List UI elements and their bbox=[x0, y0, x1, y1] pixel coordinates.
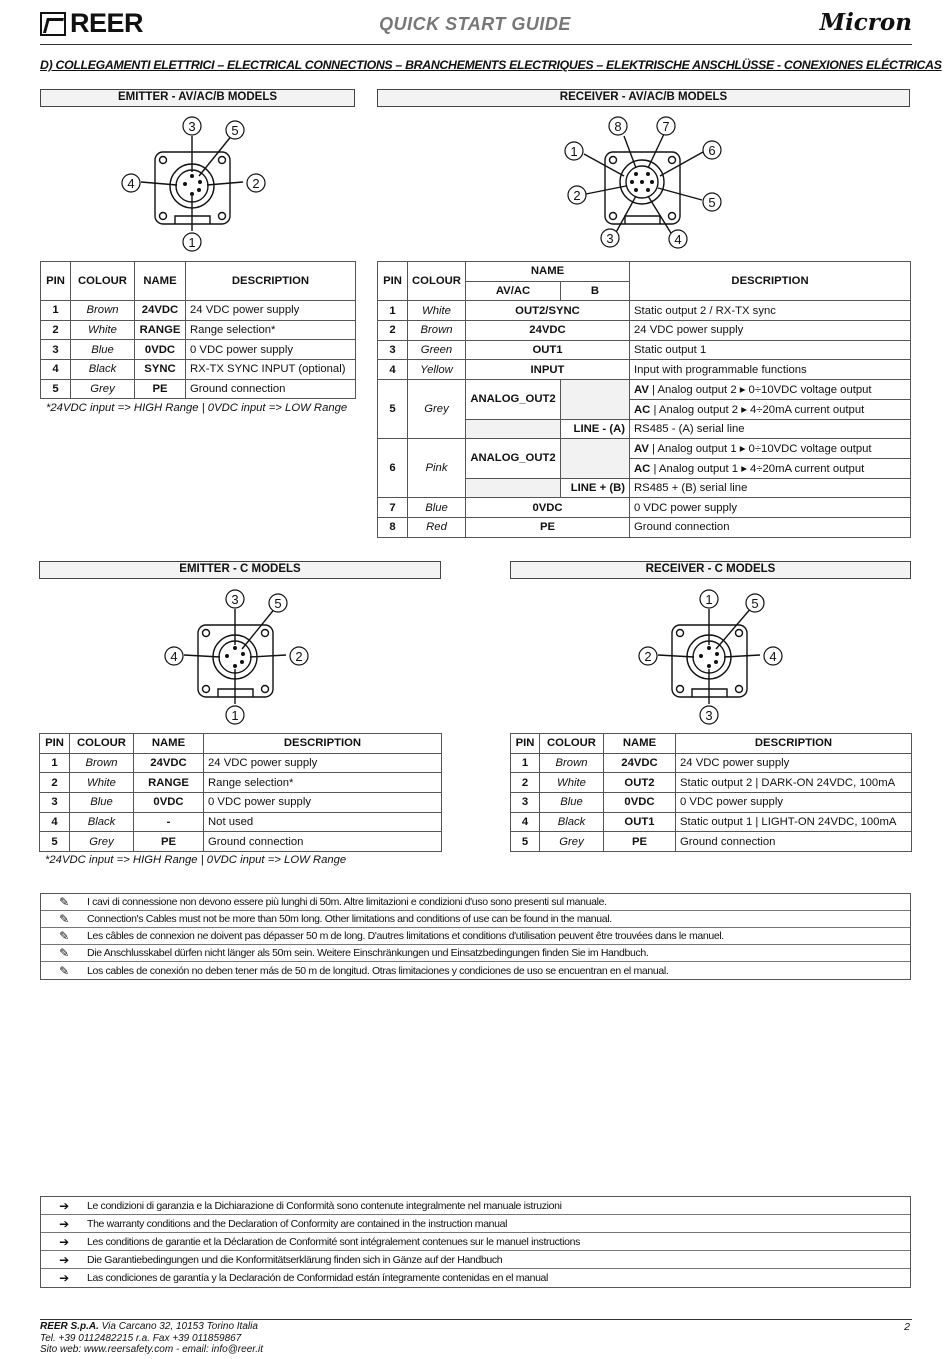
cell-desc: Ground connection bbox=[204, 832, 442, 852]
cell-pin: 2 bbox=[41, 320, 71, 340]
pin-label: 7 bbox=[662, 119, 670, 134]
col-colour: COLOUR bbox=[70, 734, 134, 754]
table-row bbox=[40, 773, 442, 793]
tag-ac: AC bbox=[634, 403, 651, 416]
table-row bbox=[378, 301, 911, 321]
pin-label: 1 bbox=[570, 144, 578, 159]
cell-desc: RX-TX SYNC INPUT (optional) bbox=[186, 360, 356, 380]
cell-pin: 6 bbox=[378, 439, 408, 498]
cell-desc: Static output 1 bbox=[630, 340, 911, 360]
pin-label: 1 bbox=[705, 592, 713, 607]
cell-desc: Ground connection bbox=[676, 832, 912, 852]
table-row bbox=[511, 812, 912, 832]
tag-av: AV bbox=[634, 383, 649, 396]
col-colour: COLOUR bbox=[71, 262, 135, 301]
col-name: NAME bbox=[604, 734, 676, 754]
cell-pin: 3 bbox=[40, 793, 70, 813]
cell-desc: Input with programmable functions bbox=[630, 360, 911, 380]
receiver-avacb-pin-table bbox=[377, 261, 911, 538]
pin-label: 2 bbox=[573, 188, 581, 203]
list-item bbox=[41, 911, 910, 928]
section-title: D) COLLEGAMENTI ELETTRICI – ELECTRICAL CONNECTIONS – BRANCHEMENTS ELECTRIQUES – ELEKTRISCHE ANSCHLÜSSE - CONEXIONES ELÉCTRICAS bbox=[40, 58, 942, 72]
list-item bbox=[41, 1269, 910, 1287]
cell-pin: 3 bbox=[41, 340, 71, 360]
pin-label: 5 bbox=[274, 596, 282, 611]
cell-colour: White bbox=[540, 773, 604, 793]
cell-name: 0VDC bbox=[135, 340, 186, 360]
tag-ac: AC bbox=[634, 462, 651, 475]
notepad-icon: ✎ bbox=[59, 929, 69, 943]
cell-desc: 0 VDC power supply bbox=[676, 793, 912, 813]
note-text: Die Anschlusskabel dürfen nicht länger als 50m sein. Weitere Einschränkungen und Einsatzbedingungen finden Sie im Handbuch. bbox=[87, 947, 649, 959]
cell-pin: 5 bbox=[378, 380, 408, 439]
note-text: Los cables de conexión no deben tener más de 50 m de longitud. Otras limitaciones y condiciones de uso se encuentran en el manual. bbox=[87, 964, 669, 977]
micron-brand: Micron bbox=[819, 9, 912, 36]
note-text: Die Garantiebedingungen und die Konformitätserklärung finden sich in Gänze auf der Handbuch bbox=[87, 1253, 503, 1266]
cell-pin: 3 bbox=[511, 793, 540, 813]
receiver-avacb-heading: RECEIVER - AV/AC/B MODELS bbox=[377, 89, 910, 107]
cell-name: 24VDC bbox=[604, 753, 676, 773]
col-description: DESCRIPTION bbox=[204, 734, 442, 754]
table-row bbox=[378, 439, 911, 459]
pin-label: 1 bbox=[231, 708, 239, 723]
table-row bbox=[41, 340, 356, 360]
document-title: QUICK START GUIDE bbox=[379, 14, 571, 34]
cell-desc: 24 VDC power supply bbox=[204, 753, 442, 773]
pin-label: 6 bbox=[708, 143, 716, 158]
pin-label: 4 bbox=[170, 649, 178, 664]
company-name: REER S.p.A. bbox=[40, 1321, 99, 1332]
cell-name: OUT2 bbox=[604, 773, 676, 793]
table-row bbox=[511, 832, 912, 852]
cell-desc: 0 VDC power supply bbox=[204, 793, 442, 813]
receiver-c-heading: RECEIVER - C MODELS bbox=[510, 561, 911, 579]
cell-empty bbox=[561, 439, 630, 478]
pin-label: 4 bbox=[674, 232, 682, 247]
cell-desc: Not used bbox=[204, 812, 442, 832]
range-note: *24VDC input => HIGH Range | 0VDC input => LOW Range bbox=[45, 854, 347, 866]
note-text: I cavi di connessione non devono essere più lunghi di 50m. Altre limitazioni e condizioni d'uso sono presenti sul manuale. bbox=[87, 896, 607, 908]
arrow-right-icon: ➔ bbox=[59, 1271, 69, 1285]
col-avac: AV/AC bbox=[466, 281, 561, 301]
receiver-avacb-connector-diagram bbox=[560, 112, 730, 257]
cell-empty bbox=[466, 478, 561, 498]
cell-name: PE bbox=[466, 517, 630, 537]
cell-pin: 1 bbox=[378, 301, 408, 321]
cell-pin: 4 bbox=[511, 812, 540, 832]
cell-empty bbox=[561, 380, 630, 419]
notepad-icon: ✎ bbox=[59, 895, 69, 909]
cell-name: RANGE bbox=[134, 773, 204, 793]
cell-desc: RS485 - (A) serial line bbox=[630, 419, 911, 439]
warranty-notes-box bbox=[40, 1196, 911, 1288]
note-text: Connection's Cables must not be more than 50m long. Other limitations and conditions of use can be found in the manual. bbox=[87, 913, 612, 925]
col-pin: PIN bbox=[378, 262, 408, 301]
cell-name: OUT1 bbox=[604, 812, 676, 832]
cell-desc: Static output 2 | DARK-ON 24VDC, 100mA bbox=[676, 773, 912, 793]
cell-colour: Black bbox=[70, 812, 134, 832]
note-text: The warranty conditions and the Declaration of Conformity are contained in the instruction manual bbox=[87, 1217, 508, 1230]
table-row bbox=[511, 753, 912, 773]
cell-name: OUT1 bbox=[466, 340, 630, 360]
cell-pin: 1 bbox=[41, 301, 71, 321]
footer bbox=[40, 1321, 263, 1356]
cell-desc: RS485 + (B) serial line bbox=[630, 478, 911, 498]
cell-name: 24VDC bbox=[466, 321, 630, 341]
emitter-avacb-connector-diagram bbox=[115, 112, 275, 257]
emitter-avacb-heading: EMITTER - AV/AC/B MODELS bbox=[40, 89, 355, 107]
cell-desc: Static output 2 / RX-TX sync bbox=[630, 301, 911, 321]
note-text: Les câbles de connexion ne doivent pas dépasser 50 m de long. D'autres limitations et conditions d'utilisation peuvent être trouvées dans le manuel. bbox=[87, 930, 724, 942]
cell-name-b: LINE + (B) bbox=[561, 478, 630, 498]
cell-pin: 5 bbox=[41, 379, 71, 399]
pin-label: 4 bbox=[769, 649, 777, 664]
col-b: B bbox=[561, 281, 630, 301]
col-description: DESCRIPTION bbox=[186, 262, 356, 301]
cell-name: 24VDC bbox=[134, 753, 204, 773]
col-name: NAME bbox=[466, 262, 630, 282]
list-item bbox=[41, 928, 910, 945]
arrow-right-icon: ➔ bbox=[59, 1216, 69, 1231]
cell-colour: Blue bbox=[71, 340, 135, 360]
cell-pin: 1 bbox=[511, 753, 540, 773]
col-colour: COLOUR bbox=[408, 262, 466, 301]
notepad-icon: ✎ bbox=[59, 912, 69, 926]
cell-pin: 4 bbox=[41, 360, 71, 380]
cell-pin: 2 bbox=[378, 321, 408, 341]
cell-pin: 2 bbox=[511, 773, 540, 793]
cell-colour: White bbox=[70, 773, 134, 793]
cell-desc: 24 VDC power supply bbox=[676, 753, 912, 773]
cell-name: 0VDC bbox=[466, 498, 630, 518]
cell-desc: Range selection* bbox=[204, 773, 442, 793]
cell-colour: Pink bbox=[408, 439, 466, 498]
cell-name: ANALOG_OUT2 bbox=[466, 439, 561, 478]
cell-pin: 5 bbox=[40, 832, 70, 852]
col-description: DESCRIPTION bbox=[676, 734, 912, 754]
cell-desc bbox=[630, 380, 911, 400]
cell-name: SYNC bbox=[135, 360, 186, 380]
cell-name: PE bbox=[135, 379, 186, 399]
cell-colour: Brown bbox=[71, 301, 135, 321]
list-item bbox=[41, 1197, 910, 1215]
cell-desc: Ground connection bbox=[186, 379, 356, 399]
pin-label: 4 bbox=[127, 176, 135, 191]
pin-label: 8 bbox=[614, 119, 622, 134]
cable-notes-box bbox=[40, 893, 911, 980]
table-row bbox=[40, 812, 442, 832]
table-row bbox=[378, 517, 911, 537]
list-item bbox=[41, 1251, 910, 1269]
cell-pin: 4 bbox=[378, 360, 408, 380]
pin-label: 5 bbox=[231, 123, 239, 138]
table-row bbox=[41, 301, 356, 321]
cell-name: PE bbox=[134, 832, 204, 852]
cell-name: 0VDC bbox=[134, 793, 204, 813]
cell-colour: Black bbox=[71, 360, 135, 380]
cell-name: OUT2/SYNC bbox=[466, 301, 630, 321]
cell-pin: 3 bbox=[378, 340, 408, 360]
pin-label: 3 bbox=[705, 708, 713, 723]
cell-colour: Yellow bbox=[408, 360, 466, 380]
notepad-icon: ✎ bbox=[59, 946, 69, 960]
cell-desc: 0 VDC power supply bbox=[186, 340, 356, 360]
cell-colour: Brown bbox=[540, 753, 604, 773]
table-row bbox=[378, 360, 911, 380]
table-row bbox=[378, 340, 911, 360]
cell-colour: Brown bbox=[408, 321, 466, 341]
tag-av: AV bbox=[634, 443, 649, 456]
table-row bbox=[41, 360, 356, 380]
table-row bbox=[511, 793, 912, 813]
notepad-icon: ✎ bbox=[59, 963, 69, 978]
col-description: DESCRIPTION bbox=[630, 262, 911, 301]
desc-text: | Analog output 2 ▸ 0÷10VDC voltage output bbox=[648, 383, 872, 396]
list-item bbox=[41, 894, 910, 911]
footer-company-line bbox=[40, 1321, 263, 1333]
note-text: Le condizioni di garanzia e la Dichiarazione di Conformità sono contenute integralmente nel manuale istruzioni bbox=[87, 1199, 562, 1212]
emitter-c-connector-diagram bbox=[158, 585, 318, 730]
cell-name: ANALOG_OUT2 bbox=[466, 380, 561, 419]
logo-text: REER bbox=[70, 8, 144, 38]
pin-label: 5 bbox=[751, 596, 759, 611]
cell-name: PE bbox=[604, 832, 676, 852]
cell-desc: Ground connection bbox=[630, 517, 911, 537]
cell-name: 0VDC bbox=[604, 793, 676, 813]
pin-label: 2 bbox=[295, 649, 303, 664]
cell-desc bbox=[630, 399, 911, 419]
desc-text: | Analog output 2 ▸ 4÷20mA current output bbox=[650, 403, 865, 416]
company-phone: Tel. +39 0112482215 r.a. Fax +39 011859867 bbox=[40, 1332, 242, 1344]
cell-colour: Black bbox=[540, 812, 604, 832]
company-address: Via Carcano 32, 10153 Torino Italia bbox=[98, 1321, 258, 1332]
receiver-c-connector-diagram bbox=[632, 585, 792, 730]
cell-colour: Red bbox=[408, 517, 466, 537]
cell-name: RANGE bbox=[135, 320, 186, 340]
cell-colour: Blue bbox=[540, 793, 604, 813]
cell-name: - bbox=[134, 812, 204, 832]
table-row bbox=[511, 773, 912, 793]
col-pin: PIN bbox=[511, 734, 540, 754]
table-row bbox=[41, 320, 356, 340]
emitter-c-pin-table bbox=[39, 733, 442, 852]
list-item bbox=[41, 1215, 910, 1233]
arrow-right-icon: ➔ bbox=[59, 1234, 69, 1249]
cell-pin: 1 bbox=[40, 753, 70, 773]
note-text: Las condiciones de garantía y la Declaración de Conformidad están íntegramente contenidas en el manual bbox=[87, 1272, 549, 1284]
pin-label: 1 bbox=[188, 235, 196, 250]
arrow-right-icon: ➔ bbox=[59, 1252, 69, 1267]
cell-desc: 24 VDC power supply bbox=[630, 321, 911, 341]
list-item bbox=[41, 1233, 910, 1251]
receiver-c-pin-table bbox=[510, 733, 912, 852]
col-colour: COLOUR bbox=[540, 734, 604, 754]
desc-text: | Analog output 1 ▸ 0÷10VDC voltage output bbox=[648, 443, 872, 456]
cell-desc: 24 VDC power supply bbox=[186, 301, 356, 321]
company-web: Sito web: www.reersafety.com - email: info@reer.it bbox=[40, 1344, 263, 1355]
col-pin: PIN bbox=[41, 262, 71, 301]
table-row bbox=[378, 321, 911, 341]
table-row bbox=[41, 379, 356, 399]
pin-label: 3 bbox=[606, 231, 614, 246]
emitter-avacb-pin-table bbox=[40, 261, 356, 399]
cell-colour: Grey bbox=[70, 832, 134, 852]
desc-text: | Analog output 1 ▸ 4÷20mA current output bbox=[650, 462, 865, 475]
pin-label: 5 bbox=[708, 195, 716, 210]
cell-pin: 2 bbox=[40, 773, 70, 793]
col-name: NAME bbox=[135, 262, 186, 301]
cell-name: INPUT bbox=[466, 360, 630, 380]
table-row bbox=[378, 380, 911, 400]
pin-label: 3 bbox=[231, 592, 239, 607]
cell-empty bbox=[466, 419, 561, 439]
cell-colour: Grey bbox=[540, 832, 604, 852]
cell-colour: Grey bbox=[408, 380, 466, 439]
cell-colour: Blue bbox=[408, 498, 466, 518]
list-item bbox=[41, 945, 910, 962]
cell-colour: White bbox=[71, 320, 135, 340]
pin-label: 3 bbox=[188, 119, 196, 134]
table-row bbox=[40, 753, 442, 773]
page-number: 2 bbox=[904, 1321, 910, 1333]
cell-desc bbox=[630, 439, 911, 459]
table-row bbox=[378, 498, 911, 518]
pin-label: 2 bbox=[644, 649, 652, 664]
cell-pin: 5 bbox=[511, 832, 540, 852]
cell-colour: Green bbox=[408, 340, 466, 360]
footer-divider bbox=[40, 1319, 912, 1320]
table-row bbox=[40, 832, 442, 852]
arrow-right-icon: ➔ bbox=[59, 1198, 69, 1213]
note-text: Les conditions de garantie et la Déclaration de Conformité sont intégralement contenues sur le manuel instructions bbox=[87, 1235, 580, 1248]
cell-pin: 7 bbox=[378, 498, 408, 518]
emitter-c-heading: EMITTER - C MODELS bbox=[39, 561, 441, 579]
pin-label: 2 bbox=[252, 176, 260, 191]
cell-colour: Blue bbox=[70, 793, 134, 813]
header-divider bbox=[40, 44, 912, 45]
cell-desc: 0 VDC power supply bbox=[630, 498, 911, 518]
range-note: *24VDC input => HIGH Range | 0VDC input => LOW Range bbox=[46, 402, 348, 414]
col-pin: PIN bbox=[40, 734, 70, 754]
cell-colour: Grey bbox=[71, 379, 135, 399]
cell-pin: 4 bbox=[40, 812, 70, 832]
cell-desc: Range selection* bbox=[186, 320, 356, 340]
list-item bbox=[41, 962, 910, 979]
table-row bbox=[40, 793, 442, 813]
cell-desc: Static output 1 | LIGHT-ON 24VDC, 100mA bbox=[676, 812, 912, 832]
cell-pin: 8 bbox=[378, 517, 408, 537]
cell-desc bbox=[630, 458, 911, 478]
cell-colour: Brown bbox=[70, 753, 134, 773]
cell-name: 24VDC bbox=[135, 301, 186, 321]
col-name: NAME bbox=[134, 734, 204, 754]
cell-name-b: LINE - (A) bbox=[561, 419, 630, 439]
cell-colour: White bbox=[408, 301, 466, 321]
